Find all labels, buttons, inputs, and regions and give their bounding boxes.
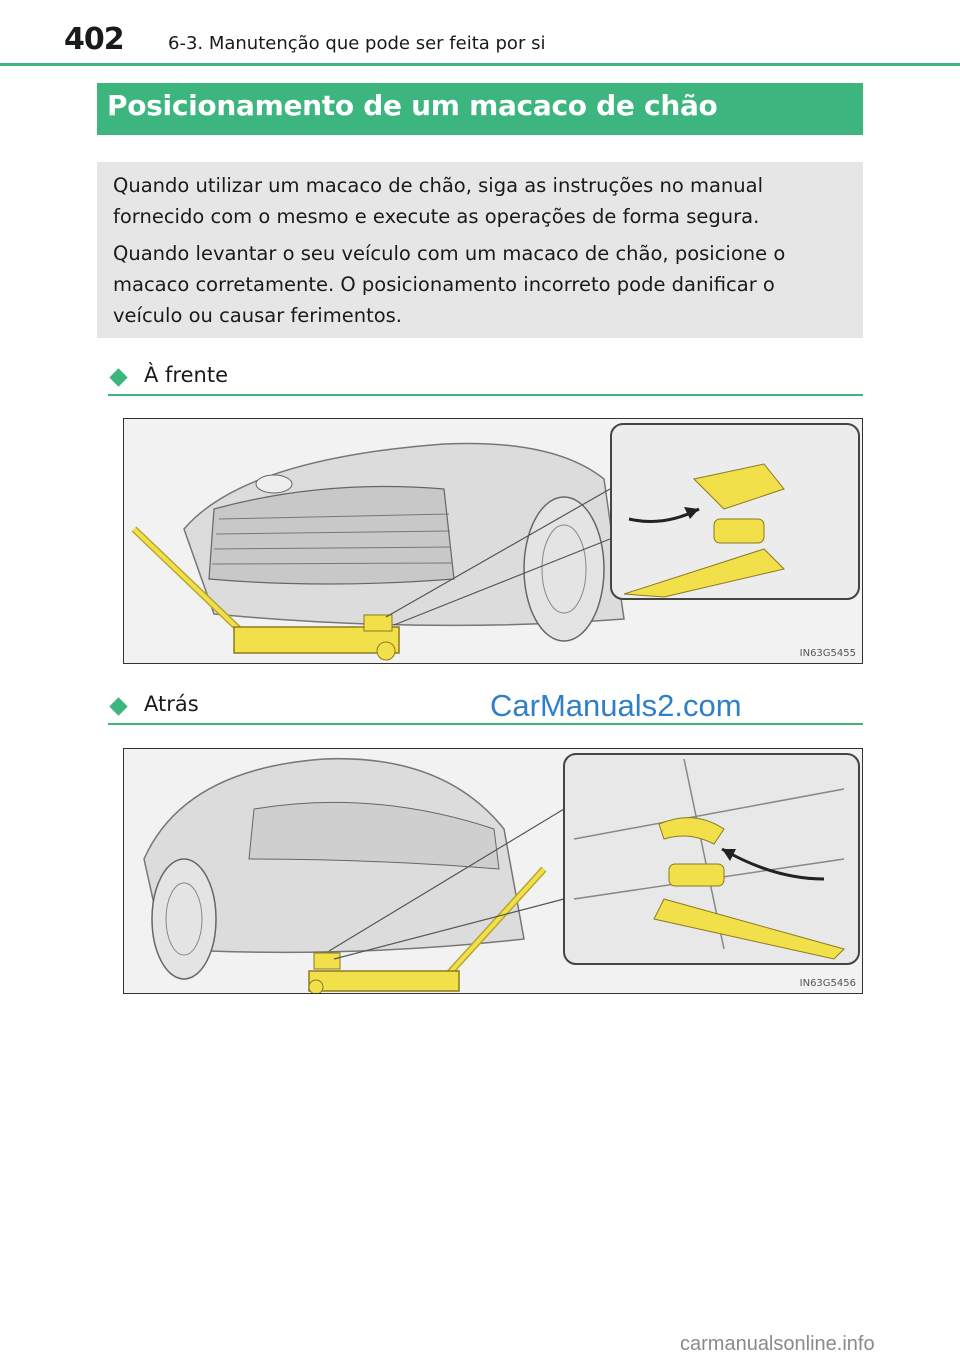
subheading-rear-label: Atrás bbox=[144, 692, 199, 716]
diamond-bullet-icon bbox=[109, 697, 127, 715]
rear-jack-illustration bbox=[124, 749, 863, 994]
subheading-rule bbox=[108, 394, 863, 396]
subheading-rule bbox=[108, 723, 863, 725]
intro-box bbox=[97, 162, 863, 338]
subheading-front bbox=[108, 361, 863, 395]
figure-rear-code: IN63G5456 bbox=[799, 978, 856, 989]
page-number: 402 bbox=[64, 22, 124, 57]
running-head: 6-3. Manutenção que pode ser feita por si bbox=[168, 33, 546, 54]
subheading-front-label: À frente bbox=[144, 363, 228, 387]
figure-rear-jack bbox=[123, 748, 863, 994]
page-header bbox=[0, 0, 960, 66]
section-title: Posicionamento de um macaco de chão bbox=[97, 83, 863, 135]
front-jack-illustration bbox=[124, 419, 863, 664]
diamond-bullet-icon bbox=[109, 368, 127, 386]
header-rule bbox=[0, 63, 960, 66]
figure-front-code: IN63G5455 bbox=[799, 648, 856, 659]
intro-paragraph-1: Quando utilizar um macaco de chão, siga as instruções no manual fornecido com o mesmo e execute as operações de forma segura. bbox=[113, 174, 764, 228]
subheading-rear bbox=[108, 690, 863, 724]
figure-front-jack bbox=[123, 418, 863, 664]
watermark-text: CarManuals2.com bbox=[490, 688, 742, 723]
footer-site: carmanualsonline.info bbox=[680, 1333, 875, 1355]
intro-paragraph-2: Quando levantar o seu veículo com um macaco de chão, posicione o macaco corretamente. O posicionamento incorreto pode danificar o veículo ou causar ferimentos. bbox=[113, 242, 786, 327]
